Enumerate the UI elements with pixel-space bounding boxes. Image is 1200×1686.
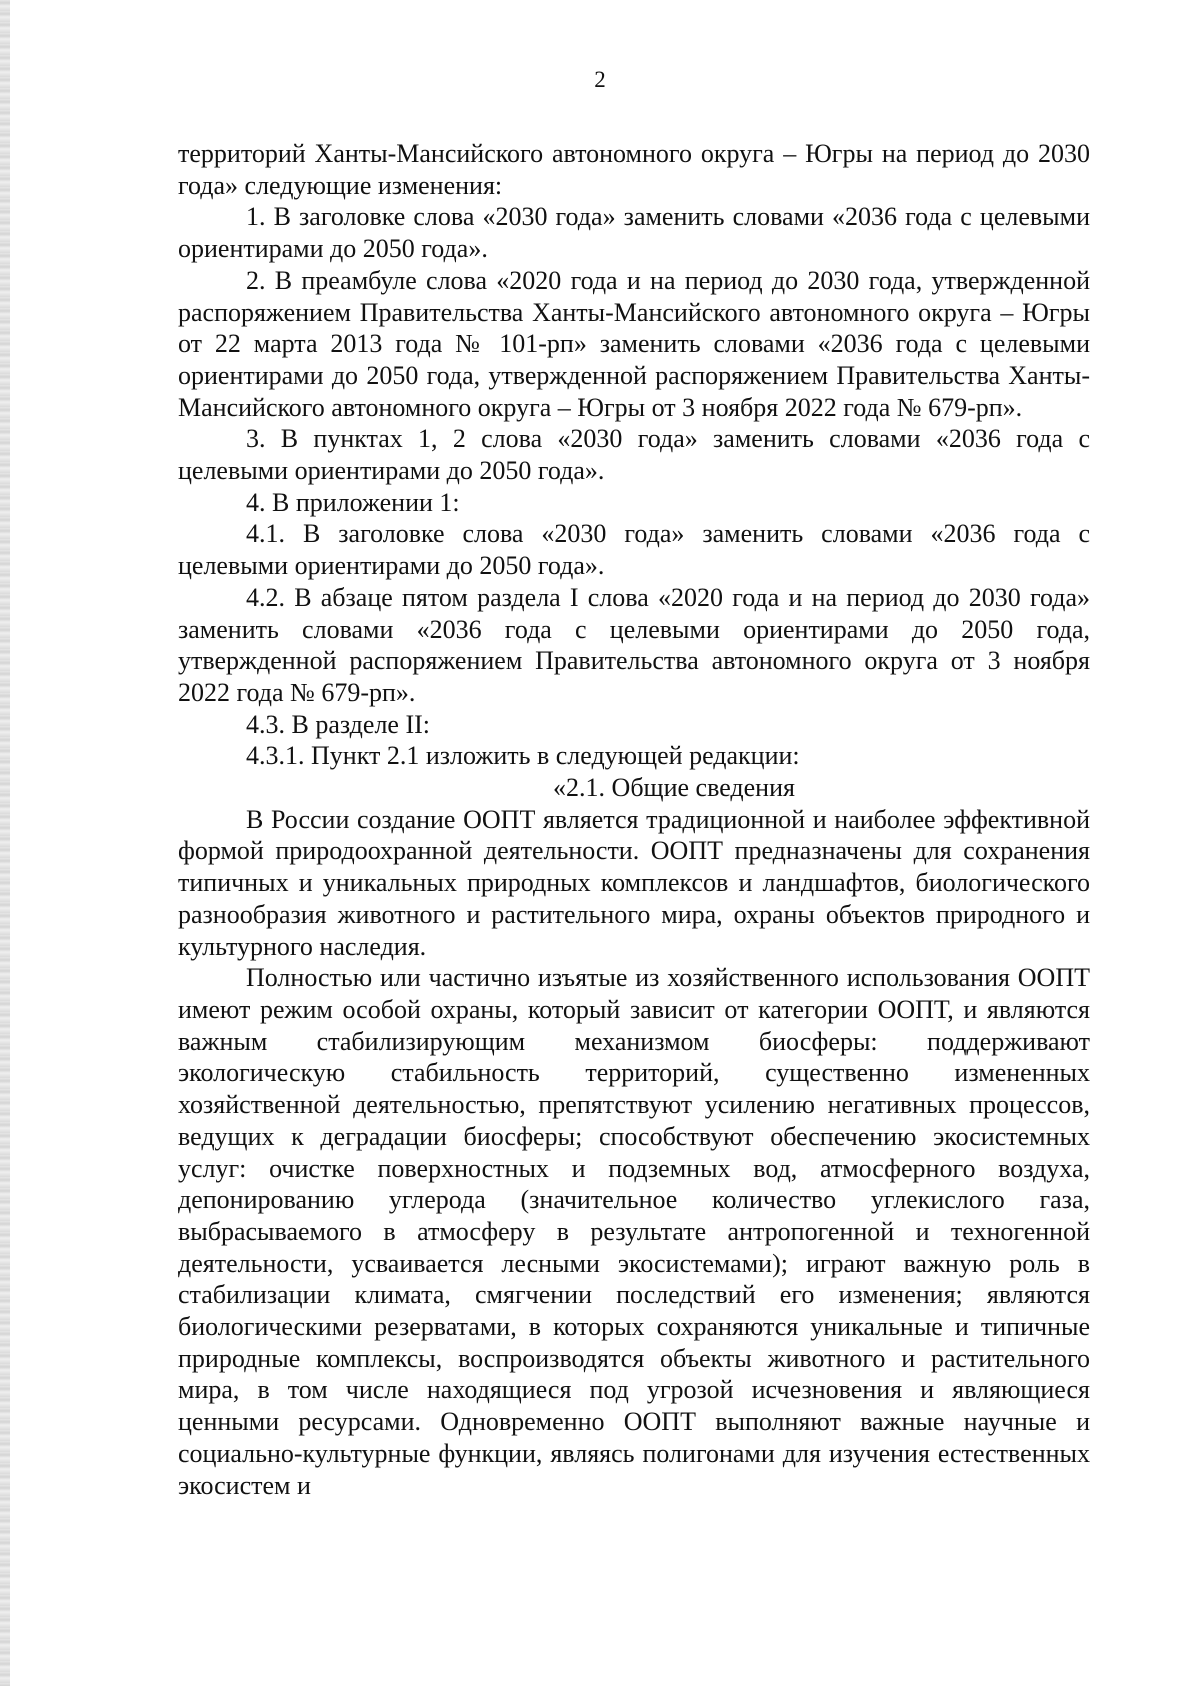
paragraph-item-4-3: 4.3. В разделе II:: [246, 709, 431, 739]
paragraph-intro: территорий Ханты-Мансийского автономного округа – Югры на период до 2030 года» следующие изменения:: [178, 139, 1090, 200]
section-heading: «2.1. Общие сведения: [553, 773, 795, 803]
paragraph-item-3: 3. В пунктах 1, 2 слова «2030 года» заменить словами «2036 года с целевыми ориентирами до 2050 года».: [178, 424, 1090, 486]
paragraph-item-1: 1. В заголовке слова «2030 года» заменить словами «2036 года с целевыми ориентирами до 2050 года».: [178, 202, 1090, 264]
document-body: [178, 138, 1090, 1501]
paragraph-item-4-2: 4.2. В абзаце пятом раздела I слова «2020 года и на период до 2030 года» заменить словами «2036 года с целевыми ориентирами до 2050 года, утвержденной распоряжением Правительства автономного округа от 3 ноября 2022 года № 679-рп».: [178, 582, 1090, 707]
scan-edge-artifact: [0, 0, 10, 1686]
paragraph-item-4-1: 4.1. В заголовке слова «2030 года» заменить словами «2036 года с целевыми ориентирами до 2050 года».: [178, 519, 1090, 581]
paragraph-body-1: В России создание ООПТ является традиционной и наиболее эффективной формой природоохранной деятельности. ООПТ предназначены для сохранения типичных и уникальных природных комплексов и ландшафтов, биологического разнообразия животного и растительного мира, охраны объектов природного и культурного наследия.: [178, 804, 1090, 961]
paragraph-item-4: 4. В приложении 1:: [246, 487, 460, 517]
paragraph-item-4-3-1: 4.3.1. Пункт 2.1 изложить в следующей редакции:: [246, 741, 800, 771]
paragraph-body-2: Полностью или частично изъятые из хозяйственного использования ООПТ имеют режим особой охраны, который зависит от категории ООПТ, и являются важным стабилизирующим механизмом биосферы: поддерживают экологическую стабильность территорий, существенно измененных хозяйственной деятельностью, препятствуют усилению негативных процессов, ведущих к деградации биосферы; способствуют обеспечению экосистемных услуг: очистке поверхностных и подземных вод, атмосферного воздуха, депонированию углерода (значительное количество углекислого газа, выбрасываемого в атмосферу в результате антропогенной и техногенной деятельности, усваивается лесными экосистемами); играют важную роль в стабилизации климата, смягчении последствий его изменения; являются биологическими резерватами, в которых сохраняются уникальные и типичные природные комплексы, воспроизводятся объекты животного и растительного мира, в том числе находящиеся под угрозой исчезновения и являющиеся ценными ресурсами. Одновременно ООПТ выполняют важные научные и социально-культурные функции, являясь полигонами для изучения естественных экосистем и: [178, 963, 1090, 1500]
paragraph-item-2: 2. В преамбуле слова «2020 года и на период до 2030 года, утвержденной распоряжением Правительства Ханты-Мансийского автономного округа – Югры от 22 марта 2013 года № 101-рп» заменить словами «2036 года с целевыми ориентирами до 2050 года, утвержденной распоряжением Правительства Ханты-Мансийского автономного округа – Югры от 3 ноября 2022 года № 679-рп».: [178, 265, 1090, 422]
page-number: 2: [594, 67, 606, 92]
